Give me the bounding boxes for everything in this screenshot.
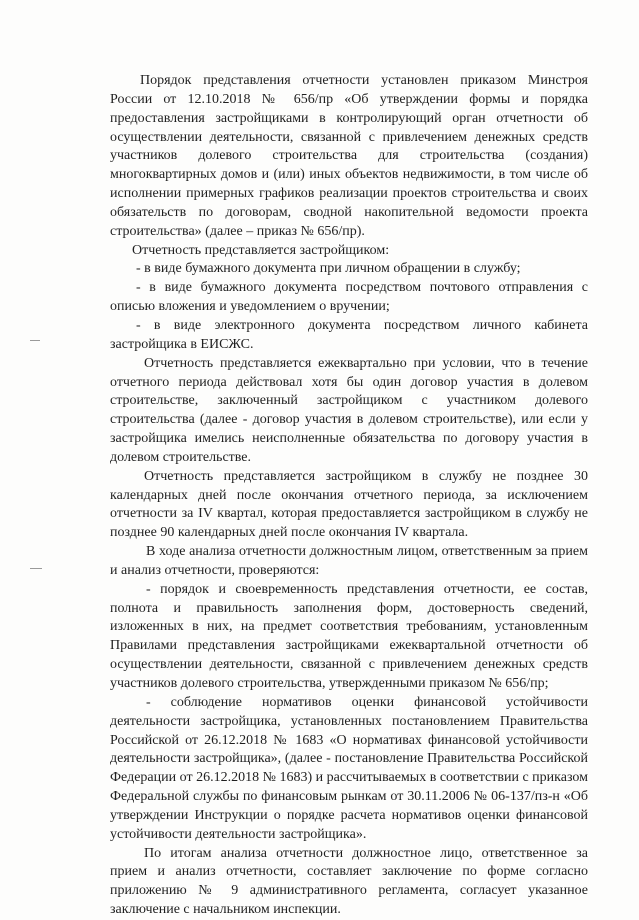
margin-mark <box>30 568 42 569</box>
paragraph-analysis-intro: В ходе анализа отчетности должностным лицом, ответственным за прием и анализ отчетности, проверяются: <box>110 544 588 578</box>
paragraph-submission-intro: Отчетность представляется застройщиком: <box>132 242 390 258</box>
document-body <box>110 72 588 920</box>
paragraph-order-basis: Порядок представления отчетности установлен приказом Минстроя России от 12.10.2018 № 656/пр «Об утверждении формы и порядка предоставления застройщиками в контролирующий орган отчетности об осуществлении деятельности, связанной с привлечением денежных средств участников долевого строительства для строительства (создания) многоквартирных домов и (или) иных объектов недвижимости, в том числе об исполнении примерных графиков реализации проектов строительства и своих обязательств по договорам, сводной накопительной ведомости проекта строительства» (далее – приказ № 656/пр). <box>110 73 588 239</box>
paragraph-quarterly-condition: Отчетность представляется ежеквартально при условии, что в течение отчетного периода действовал хотя бы один договор участия в долевом строительстве, заключенный застройщиком с участником долевого строительства (далее - договор участия в долевом строительстве), или если у застройщика имелись неисполненные обязательства по договору участия в долевом строительстве. <box>110 355 588 465</box>
paragraph-deadline: Отчетность представляется застройщиком в службу не позднее 30 календарных дней после окончания отчетного периода, за исключением отчетности за IV квартал, которая предоставляется застройщиком в службу не позднее 90 календарных дней после окончания IV квартала. <box>110 468 588 541</box>
list-item-electronic: - в виде электронного документа посредством личного кабинета застройщика в ЕИСЖС. <box>110 317 588 352</box>
paragraph-conclusion: По итогам анализа отчетности должностное лицо, ответственное за прием и анализ отчетности, составляет заключение по форме согласно приложению № 9 административного регламента, согласует указанное заключение с начальником инспекции. <box>110 845 588 918</box>
list-item-financial-standards: - соблюдение нормативов оценки финансовой устойчивости деятельности застройщика, установленных постановлением Правительства Российской от 26.12.2018 № 1683 «О нормативах финансовой устойчивости деятельности застройщика», (далее - постановление Правительства Российской Федерации от 26.12.2018 № 1683) и рассчитываемых в соответствии с приказом Федеральной службы по финансовым рынкам от 30.11.2006 № 06-137/пз-н «Об утверждении Инструкции о порядке расчета нормативов оценки финансовой устойчивости деятельности застройщика». <box>110 694 588 842</box>
list-item-paper-by-mail: - в виде бумажного документа посредством почтового отправления с описью вложения и уведомлением о вручении; <box>110 280 588 315</box>
list-item-order-and-timeliness: - порядок и своевременность представления отчетности, ее состав, полнота и правильность заполнения форм, достоверность сведений, изложенных в них, на предмет соответствия требованиям, установленным Правилами представления застройщиками ежеквартальной отчетности об осуществлении деятельности, связанной с привлечением денежных средств участников долевого строительства, утвержденными приказом № 656/пр; <box>110 581 588 691</box>
margin-mark <box>30 340 40 341</box>
list-item-paper-in-person: - в виде бумажного документа при личном обращении в службу; <box>136 261 521 277</box>
